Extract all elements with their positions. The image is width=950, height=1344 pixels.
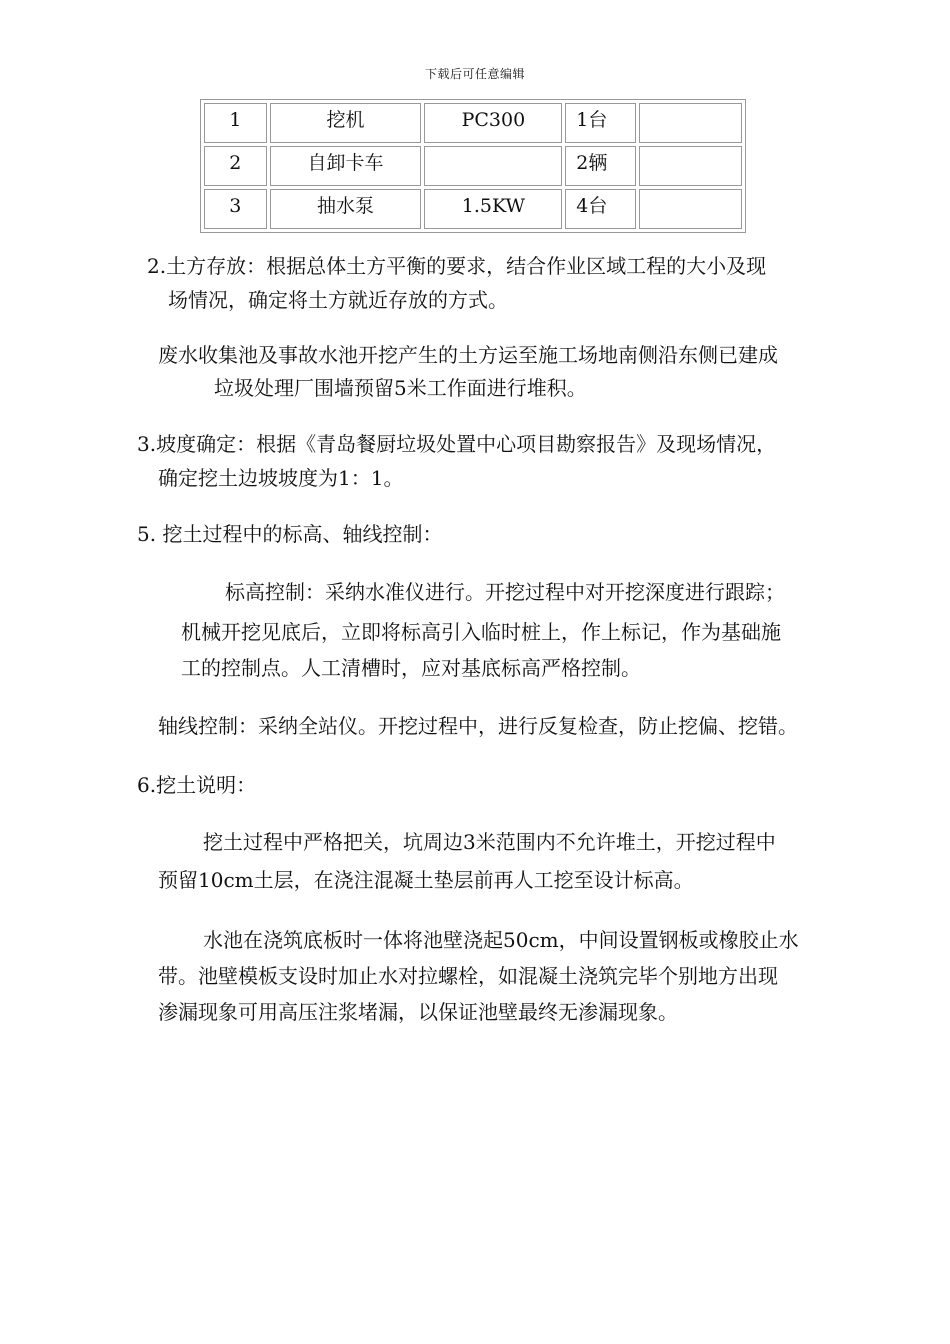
paragraph-line: 挖土过程中严格把关，坑周边3米范围内不允许堆土，开挖过程中 (203, 830, 776, 854)
table-cell: 自卸卡车 (270, 146, 422, 186)
table-cell: 1 (204, 103, 267, 143)
paragraph-line: 预留10cm土层，在浇注混凝土垫层前再人工挖至设计标高。 (158, 868, 694, 892)
paragraph-line: 垃圾处理厂围墙预留5米工作面进行堆积。 (214, 376, 587, 400)
paragraph-line: 轴线控制：采纳全站仪。开挖过程中，进行反复检查，防止挖偏、挖错。 (158, 714, 798, 738)
paragraph-line: 场情况，确定将土方就近存放的方式。 (168, 288, 508, 312)
paragraph-line: 水池在浇筑底板时一体将池壁浇起50cm，中间设置钢板或橡胶止水 (203, 928, 799, 952)
paragraph-line: 确定挖土边坡坡度为1：1。 (158, 466, 404, 490)
header-note: 下载后可任意编辑 (424, 67, 525, 81)
table-cell (639, 103, 742, 143)
paragraph-line: 工的控制点。人工清槽时，应对基底标高严格控制。 (181, 656, 641, 680)
table-cell: 挖机 (270, 103, 422, 143)
table-row (204, 103, 742, 143)
paragraph-line: 标高控制：采纳水准仪进行。开挖过程中对开挖深度进行跟踪； (225, 580, 785, 604)
equipment-table (200, 99, 746, 233)
table-cell: PC300 (424, 103, 562, 143)
paragraph-line: 渗漏现象可用高压注浆堵漏，以保证池壁最终无渗漏现象。 (158, 1000, 678, 1024)
section-heading: 6.挖土说明： (137, 773, 257, 797)
paragraph-line: 2.土方存放：根据总体土方平衡的要求，结合作业区域工程的大小及现 (147, 254, 767, 278)
table-cell: 3 (204, 189, 267, 229)
table-cell (424, 146, 562, 186)
section-heading: 5. 挖土过程中的标高、轴线控制： (137, 522, 443, 546)
table-row (204, 146, 742, 186)
table-cell (639, 189, 742, 229)
paragraph-line: 废水收集池及事故水池开挖产生的土方运至施工场地南侧沿东侧已建成 (158, 343, 778, 367)
table-cell: 2辆 (565, 146, 636, 186)
table-cell: 1台 (565, 103, 636, 143)
paragraph-line: 3.坡度确定：根据《青岛餐厨垃圾处置中心项目勘察报告》及现场情况， (137, 432, 777, 456)
table-cell: 抽水泵 (270, 189, 422, 229)
table-cell: 2 (204, 146, 267, 186)
paragraph-line: 机械开挖见底后，立即将标高引入临时桩上，作上标记，作为基础施 (181, 620, 781, 644)
table-row (204, 189, 742, 229)
table-cell (639, 146, 742, 186)
paragraph-line: 带。池壁模板支设时加止水对拉螺栓，如混凝土浇筑完毕个别地方出现 (158, 964, 778, 988)
table-cell: 1.5KW (424, 189, 562, 229)
table-cell: 4台 (565, 189, 636, 229)
